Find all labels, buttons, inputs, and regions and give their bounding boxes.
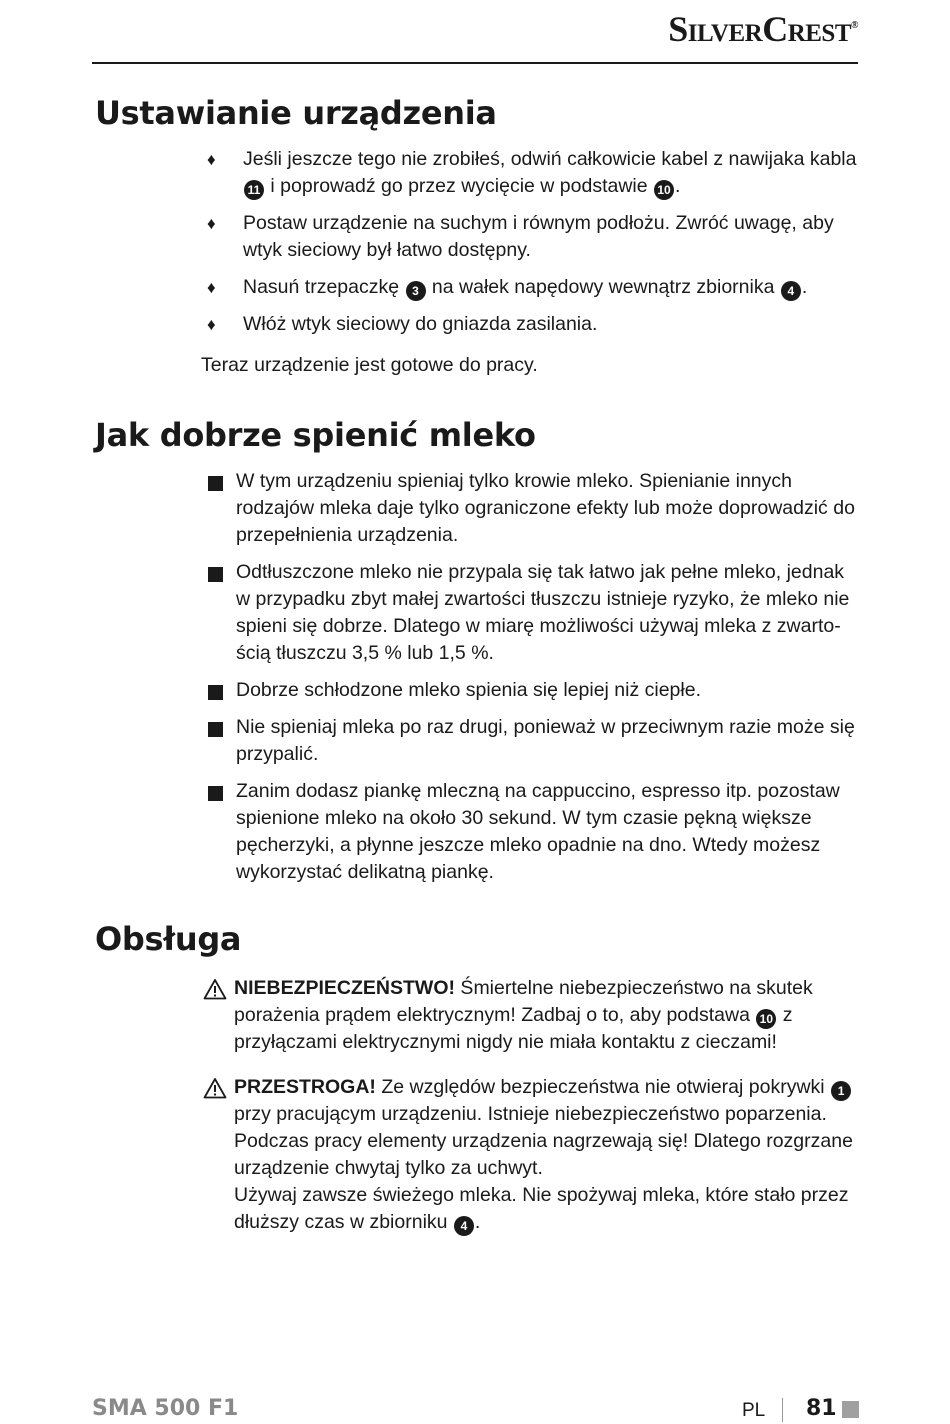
list-item: Zanim dodasz piankę mleczną na cappuccino, espresso itp. pozostaw spienione mleko na około 30 sekund. W tym czasie pękną większe pęcherzyki, a płynne jeszcze mleko opadnie na dno. Wtedy możesz wykorzystać delikatną piankę. [203, 778, 863, 886]
section-title-frothing: Jak dobrze spienić mleko [95, 416, 536, 454]
diamond-bullet-icon: ♦ [207, 315, 216, 334]
footer-divider [782, 1398, 783, 1422]
part-number-icon: 10 [654, 180, 674, 200]
part-number-icon: 1 [831, 1081, 851, 1101]
diamond-bullet-icon: ♦ [207, 150, 216, 169]
list-item: ♦ Włóż wtyk sieciowy do gniazda zasilania. [203, 311, 863, 338]
page-marker-square [842, 1401, 859, 1418]
part-number-icon: 3 [406, 281, 426, 301]
silvercrest-logo: SilverCrest® [668, 9, 858, 49]
part-number-icon: 4 [781, 281, 801, 301]
frothing-list [203, 468, 863, 896]
list-item: Dobrze schłodzone mleko spienia się lepiej niż ciepłe. [203, 677, 863, 704]
warnings [203, 975, 863, 1254]
part-number-icon: 11 [244, 180, 264, 200]
fresh-milk-note: Używaj zawsze świeżego mleka. Nie spożywaj mleka, które stało przez dłuższy czas w zbiorniku 4 . [234, 1182, 863, 1236]
caution-warning: PRZESTROGA! Ze względów bezpieczeństwa nie otwieraj pokrywki 1 przy pracującym urządzeniu. Istnieje niebezpieczeństwo poparzenia. Podczas pracy elementy urządzenia nagrzewają się! Dlatego rozgrzane urządzenie chwytaj tylko za uchwyt. Używaj zawsze świeżego mleka. Nie spożywaj mleka, które stało przez dłuższy czas w zbiorniku 4 . [203, 1074, 863, 1236]
diamond-bullet-icon: ♦ [207, 214, 216, 233]
list-item: W tym urządzeniu spieniaj tylko krowie mleko. Spienianie innych rodzajów mleka daje tylko ograniczone efekty lub może doprowadzić do przepełnienia urządzenia. [203, 468, 863, 549]
warning-triangle-icon [203, 978, 227, 1000]
section-title-operation: Obsługa [95, 920, 242, 958]
square-bullet-icon [208, 786, 223, 801]
list-item: ♦ Nasuń trzepaczkę 3 na wałek napędowy wewnątrz zbiornika 4 . [203, 274, 863, 301]
model-number: SMA 500 F1 [92, 1396, 239, 1421]
list-item: Odtłuszczone mleko nie przypala się tak łatwo jak pełne mleko, jednak w przypadku zbyt małej zwartości tłuszczu istnieje ryzyko, że mleko nie spieni się dobrze. Dlatego w miarę możliwości używaj mleka z zwartością tłuszczu 3,5 % lub 1,5 %. [203, 559, 863, 667]
page-number: 81 [806, 1396, 837, 1421]
section-title-setup: Ustawianie urządzenia [95, 94, 497, 132]
square-bullet-icon [208, 476, 223, 491]
list-item: ♦ Postaw urządzenie na suchym i równym podłożu. Zwróć uwagę, aby wtyk sieciowy był łatwo dostępny. [207, 212, 834, 261]
setup-list [203, 146, 863, 379]
part-number-icon: 10 [756, 1009, 776, 1029]
square-bullet-icon [208, 722, 223, 737]
language-code: PL [742, 1400, 766, 1421]
list-item: ♦ Jeśli jeszcze tego nie zrobiłeś, odwiń całkowicie kabel z nawijaka kabla 11 i poprowadź go przez wycięcie w podstawie 10 . [203, 146, 863, 200]
square-bullet-icon [208, 567, 223, 582]
square-bullet-icon [208, 685, 223, 700]
diamond-bullet-icon: ♦ [207, 278, 216, 297]
ready-note: Teraz urządzenie jest gotowe do pracy. [201, 354, 538, 376]
danger-warning: NIEBEZPIECZEŃSTWO! Śmiertelne niebezpieczeństwo na skutek porażenia prądem elektrycznym! Zadbaj o to, aby podstawa 10 z przyłączami elektrycznymi nigdy nie miała kontaktu z cieczami! [203, 975, 863, 1056]
part-number-icon: 4 [454, 1216, 474, 1236]
list-item: Nie spieniaj mleka po raz drugi, ponieważ w przeciwnym razie może się przypalić. [203, 714, 863, 768]
warning-triangle-icon [203, 1077, 227, 1099]
header-rule [92, 62, 858, 64]
